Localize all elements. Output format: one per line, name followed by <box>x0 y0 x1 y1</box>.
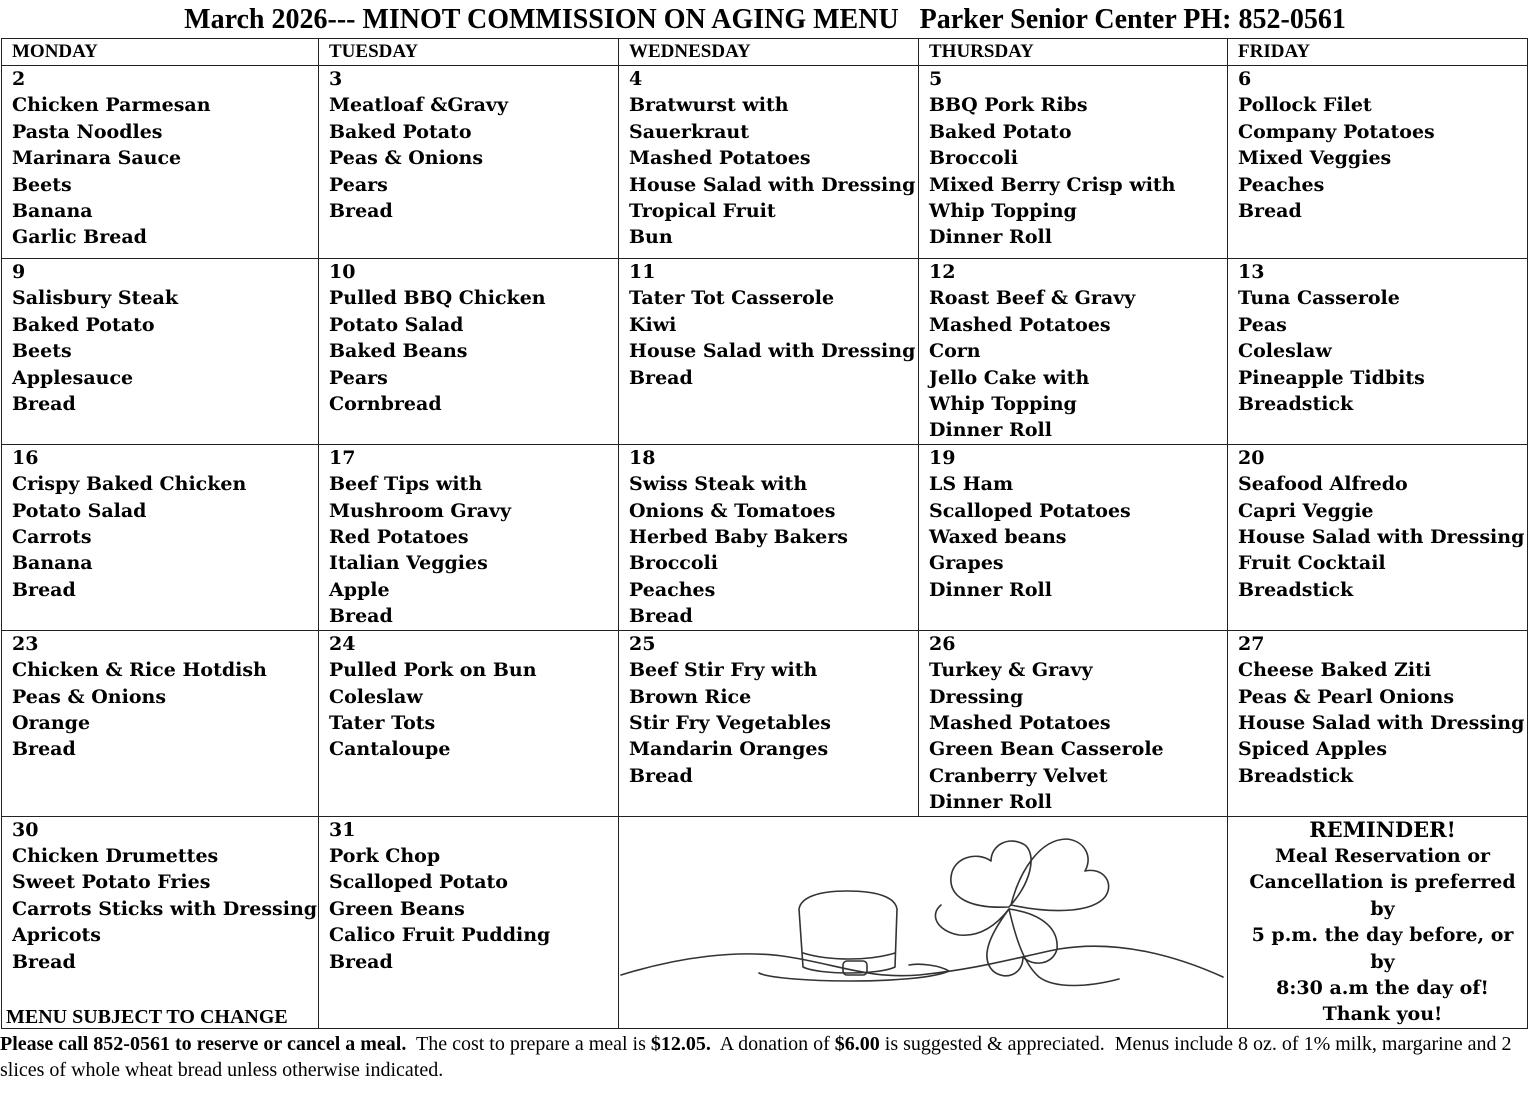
day-cell <box>919 259 1228 445</box>
menu-item: Peas & Pearl Onions <box>1238 685 1455 708</box>
menu-item: Swiss Steak with <box>629 473 808 496</box>
menu-item: Red Potatoes <box>329 526 469 549</box>
day-number: 4 <box>629 68 643 90</box>
week-row <box>2 444 1528 630</box>
reminder-line: Cancellation is preferred by <box>1249 871 1516 920</box>
menu-item: Bratwurst with <box>629 94 789 117</box>
menu-item: Turkey & Gravy <box>929 659 1093 682</box>
menu-item: Pulled Pork on Bun <box>329 659 537 682</box>
weekday-header: THURSDAY <box>919 39 1228 66</box>
day-number: 13 <box>1238 261 1265 283</box>
reminder-title: REMINDER! <box>1309 816 1456 842</box>
menu-item: Dinner Roll <box>929 419 1052 442</box>
day-number: 24 <box>329 632 356 655</box>
menu-item: Company Potatoes <box>1238 120 1435 143</box>
menu-item: Potato Salad <box>12 499 147 522</box>
donation-amount: $6.00 <box>834 1033 880 1055</box>
menu-item: House Salad with Dressing <box>629 173 916 196</box>
menu-item: Baked Potato <box>929 120 1072 143</box>
day-number: 18 <box>629 446 656 469</box>
menu-item: Beef Stir Fry with <box>629 659 818 682</box>
menu-item: Peas <box>1238 313 1287 336</box>
menu-item: Mandarin Oranges <box>629 738 829 761</box>
menu-item: Kiwi <box>629 313 677 336</box>
day-cell <box>1228 259 1528 445</box>
menu-item: Pears <box>329 366 388 389</box>
meal-cost: $12.05. <box>650 1033 711 1055</box>
weekday-header: FRIDAY <box>1228 39 1528 66</box>
menu-item: Cornbread <box>329 393 442 416</box>
day-cell <box>919 66 1228 259</box>
shamrock-and-top-hat-icon <box>619 817 1225 1003</box>
menu-item: Pollock Filet <box>1238 94 1372 117</box>
menu-item: Stir Fry Vegetables <box>629 711 831 734</box>
menu-item: Roast Beef & Gravy <box>929 287 1136 310</box>
call-instruction: Please call 852-0561 to reserve or cancel a meal. <box>0 1033 407 1055</box>
day-number: 16 <box>12 446 39 469</box>
menu-item: Fruit Cocktail <box>1238 552 1386 575</box>
week-row <box>2 816 1528 1028</box>
menu-item: Onions & Tomatoes <box>629 499 836 522</box>
week-row <box>2 630 1528 816</box>
menu-item: Corn <box>929 340 981 363</box>
day-cell <box>319 66 619 259</box>
day-number: 31 <box>329 818 356 841</box>
menu-item: House Salad with Dressing <box>1238 711 1525 734</box>
menu-item: Dinner Roll <box>929 578 1052 601</box>
day-number: 17 <box>329 446 356 469</box>
menu-item: Dinner Roll <box>929 226 1052 249</box>
reminder-line: Meal Reservation or <box>1274 844 1491 867</box>
menu-includes-text: is suggested & appreciated. Menus include 8 oz. of 1% milk, margarine and 2 slices of whole wheat bread unless otherwise indicated. <box>0 1033 1517 1081</box>
menu-item: Sauerkraut <box>629 120 750 143</box>
menu-item: Cantaloupe <box>329 738 451 761</box>
menu-item: Apricots <box>12 924 101 947</box>
week-row <box>2 259 1528 445</box>
menu-item: Herbed Baby Bakers <box>629 526 848 549</box>
menu-item: Scalloped Potatoes <box>929 499 1131 522</box>
reminder-line: 5 p.m. the day before, or by <box>1251 924 1514 973</box>
menu-item: Mixed Veggies <box>1238 147 1392 170</box>
menu-item: Applesauce <box>12 366 134 389</box>
menu-item: LS Ham <box>929 473 1014 496</box>
menu-item: Bread <box>629 605 693 628</box>
menu-item: Carrots Sticks with Dressing <box>12 897 318 920</box>
menu-item: Baked Potato <box>329 120 472 143</box>
menu-item: Bread <box>12 738 76 761</box>
reminder-box <box>1228 816 1528 1028</box>
menu-item: Coleslaw <box>1238 340 1332 363</box>
menu-item: Cranberry Velvet <box>929 764 1108 787</box>
day-cell <box>619 630 919 816</box>
menu-item: Coleslaw <box>329 685 423 708</box>
menu-item: Spiced Apples <box>1238 738 1388 761</box>
menu-item: Bread <box>12 578 76 601</box>
weekday-header: MONDAY <box>2 39 319 66</box>
menu-item: Mashed Potatoes <box>929 711 1111 734</box>
menu-item: Tater Tot Casserole <box>629 287 835 310</box>
day-number: 5 <box>929 68 943 90</box>
menu-item: Bread <box>629 764 693 787</box>
menu-item: Bread <box>329 605 393 628</box>
menu-item: Peaches <box>1238 173 1325 196</box>
menu-item: BBQ Pork Ribs <box>929 94 1088 117</box>
menu-item: Cheese Baked Ziti <box>1238 659 1432 682</box>
menu-item: Whip Topping <box>929 393 1077 416</box>
menu-calendar <box>1 38 1528 1029</box>
day-cell <box>1228 66 1528 259</box>
menu-item: Bread <box>329 200 393 223</box>
day-number: 19 <box>929 446 956 469</box>
menu-item: Mushroom Gravy <box>329 499 512 522</box>
day-number: 2 <box>12 68 26 90</box>
day-cell <box>919 630 1228 816</box>
menu-item: Mixed Berry Crisp with <box>929 173 1176 196</box>
menu-item: Green Beans <box>329 897 465 920</box>
menu-item: Peas & Onions <box>329 147 484 170</box>
menu-item: Dinner Roll <box>929 791 1052 814</box>
footer-notes <box>0 1004 1530 1083</box>
menu-item: Pears <box>329 173 388 196</box>
menu-item: Seafood Alfredo <box>1238 473 1408 496</box>
menu-item: Beets <box>12 173 72 196</box>
day-number: 9 <box>12 261 26 283</box>
menu-item: Banana <box>12 552 93 575</box>
menu-item: Brown Rice <box>629 685 752 708</box>
menu-item: Scalloped Potato <box>329 871 508 894</box>
menu-item: Beef Tips with <box>329 473 483 496</box>
day-cell <box>2 66 319 259</box>
menu-item: Italian Veggies <box>329 552 488 575</box>
footer-paragraph <box>0 1031 1530 1083</box>
menu-item: Bun <box>629 226 673 249</box>
menu-item: Bread <box>329 950 393 973</box>
menu-item: Breadstick <box>1238 393 1354 416</box>
menu-item: Dressing <box>929 685 1024 708</box>
day-cell <box>619 66 919 259</box>
page-title: March 2026--- MINOT COMMISSION ON AGING MENU Parker Senior Center PH: 852-0561 <box>184 4 1346 35</box>
menu-item: Orange <box>12 711 91 734</box>
menu-item: Carrots <box>12 526 92 549</box>
day-cell <box>2 630 319 816</box>
menu-item: Sweet Potato Fries <box>12 871 211 894</box>
day-cell <box>2 444 319 630</box>
menu-item: Chicken Drumettes <box>12 844 219 867</box>
menu-item: Bread <box>12 393 76 416</box>
day-cell <box>2 816 319 1028</box>
day-number: 3 <box>329 68 343 90</box>
day-number: 23 <box>12 632 39 655</box>
day-cell <box>919 444 1228 630</box>
menu-item: Whip Topping <box>929 200 1077 223</box>
day-cell <box>319 259 619 445</box>
shamrock-artwork <box>619 816 1228 1028</box>
day-cell <box>1228 630 1528 816</box>
day-cell <box>319 630 619 816</box>
menu-item: Pulled BBQ Chicken <box>329 287 546 310</box>
menu-item: Tropical Fruit <box>629 200 776 223</box>
reminder-line: Thank you! <box>1322 1003 1443 1026</box>
menu-item: Bread <box>1238 200 1302 223</box>
week-row <box>2 66 1528 259</box>
day-number: 25 <box>629 632 656 655</box>
day-cell <box>319 444 619 630</box>
menu-subject-notice: MENU SUBJECT TO CHANGE <box>6 1006 288 1028</box>
menu-item: Breadstick <box>1238 764 1354 787</box>
menu-item: Apple <box>329 578 390 601</box>
menu-item: Tuna Casserole <box>1238 287 1400 310</box>
day-cell <box>619 444 919 630</box>
day-number: 27 <box>1238 632 1265 655</box>
menu-item: Banana <box>12 200 93 223</box>
menu-item: Baked Beans <box>329 340 468 363</box>
day-number: 20 <box>1238 446 1265 469</box>
menu-item: House Salad with Dressing <box>629 340 916 363</box>
menu-item: Baked Potato <box>12 313 155 336</box>
menu-item: Calico Fruit Pudding <box>329 924 551 947</box>
menu-item: Crispy Baked Chicken <box>12 473 247 496</box>
day-number: 12 <box>929 261 956 283</box>
menu-item: Jello Cake with <box>929 366 1090 389</box>
day-cell <box>319 816 619 1028</box>
menu-item: Garlic Bread <box>12 226 147 249</box>
menu-item: Grapes <box>929 552 1004 575</box>
day-number: 10 <box>329 261 356 283</box>
day-number: 30 <box>12 818 39 841</box>
menu-item: Mashed Potatoes <box>929 313 1111 336</box>
menu-item: Chicken & Rice Hotdish <box>12 659 267 682</box>
menu-item: Pasta Noodles <box>12 120 163 143</box>
day-cell <box>2 259 319 445</box>
menu-item: Peaches <box>629 578 716 601</box>
cost-text: The cost to prepare a meal is <box>406 1033 651 1055</box>
menu-item: Broccoli <box>929 147 1018 170</box>
menu-item: Potato Salad <box>329 313 464 336</box>
menu-item: Meatloaf &Gravy <box>329 94 508 117</box>
weekday-header: WEDNESDAY <box>619 39 919 66</box>
menu-item: Marinara Sauce <box>12 147 182 170</box>
day-number: 6 <box>1238 68 1252 90</box>
day-cell <box>619 259 919 445</box>
menu-item: Broccoli <box>629 552 718 575</box>
reminder-line: 8:30 a.m the day of! <box>1276 976 1489 999</box>
menu-item: Pineapple Tidbits <box>1238 366 1425 389</box>
weekday-header: TUESDAY <box>319 39 619 66</box>
menu-item: Green Bean Casserole <box>929 738 1164 761</box>
menu-item: Mashed Potatoes <box>629 147 811 170</box>
menu-item: Bread <box>629 366 693 389</box>
menu-item: Pork Chop <box>329 844 441 867</box>
menu-item: Chicken Parmesan <box>12 94 211 117</box>
menu-item: Capri Veggie <box>1238 499 1374 522</box>
menu-item: Tater Tots <box>329 711 436 734</box>
menu-item: Waxed beans <box>929 526 1067 549</box>
menu-item: Beets <box>12 340 72 363</box>
menu-item: Peas & Onions <box>12 685 167 708</box>
menu-item: Breadstick <box>1238 578 1354 601</box>
menu-item: Bread <box>12 950 76 973</box>
day-number: 26 <box>929 632 956 655</box>
day-cell <box>1228 444 1528 630</box>
day-number: 11 <box>629 261 656 283</box>
menu-item: House Salad with Dressing <box>1238 526 1525 549</box>
donation-text: A donation of <box>710 1033 835 1055</box>
menu-item: Salisbury Steak <box>12 287 178 310</box>
weekday-header-row <box>2 39 1528 66</box>
